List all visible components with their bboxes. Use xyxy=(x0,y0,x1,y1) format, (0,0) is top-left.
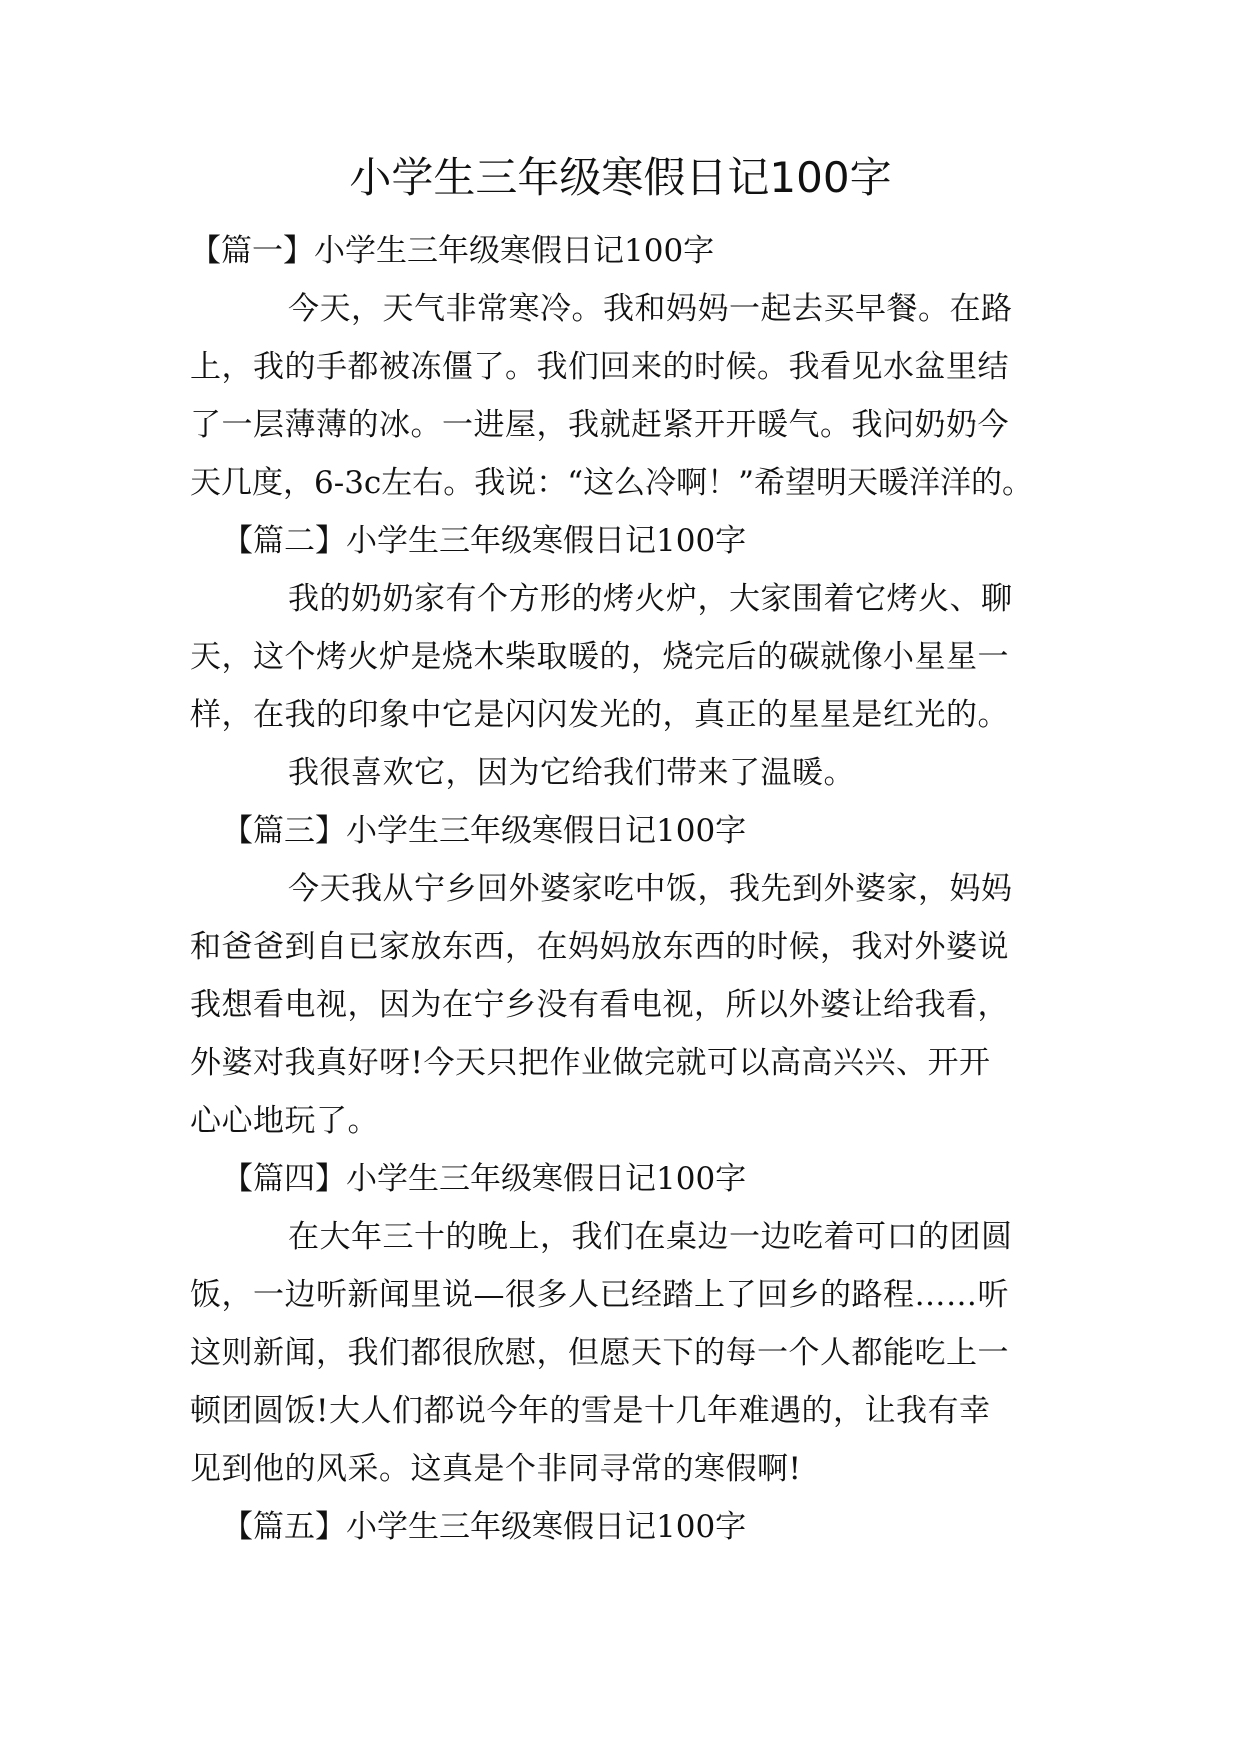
paragraph-line: 了一层薄薄的冰。一进屋，我就赶紧开开暖气。我问奶奶今 xyxy=(190,407,1009,443)
section-heading-5: 【篇五】小学生三年级寒假日记100字 xyxy=(222,1509,747,1545)
paragraph-line: 样，在我的印象中它是闪闪发光的，真正的星星是红光的。 xyxy=(190,697,1009,733)
paragraph-line: 见到他的风采。这真是个非同寻常的寒假啊! xyxy=(190,1451,802,1487)
paragraph-line: 饭，一边听新闻里说—很多人已经踏上了回乡的路程……听 xyxy=(190,1277,1009,1313)
paragraph-line: 我的奶奶家有个方形的烤火炉，大家围着它烤火、聊 xyxy=(288,581,1013,617)
section-1-paragraph-1 xyxy=(190,280,1050,512)
paragraph-line: 这则新闻，我们都很欣慰，但愿天下的每一个人都能吃上一 xyxy=(190,1335,1009,1371)
paragraph-line: 上，我的手都被冻僵了。我们回来的时候。我看见水盆里结 xyxy=(190,349,1009,385)
document-title: 小学生三年级寒假日记100字 xyxy=(349,153,892,202)
section-heading-3: 【篇三】小学生三年级寒假日记100字 xyxy=(222,813,747,849)
section-2-paragraph-2 xyxy=(190,744,1050,802)
paragraph-line: 和爸爸到自已家放东西，在妈妈放东西的时候，我对外婆说 xyxy=(190,929,1009,965)
section-2-paragraph-1 xyxy=(190,570,1050,744)
paragraph-line: 顿团圆饭!大人们都说今年的雪是十几年难遇的，让我有幸 xyxy=(190,1393,991,1429)
section-heading-4: 【篇四】小学生三年级寒假日记100字 xyxy=(222,1161,747,1197)
paragraph-line: 天几度，6-3c左右。我说：“这么冷啊！”希望明天暖洋洋的。 xyxy=(190,465,1033,501)
section-4-paragraph-1 xyxy=(190,1208,1050,1498)
paragraph-line: 外婆对我真好呀!今天只把作业做完就可以高高兴兴、开开 xyxy=(190,1045,991,1081)
section-heading-2: 【篇二】小学生三年级寒假日记100字 xyxy=(222,523,747,559)
paragraph-line: 天，这个烤火炉是烧木柴取暖的，烧完后的碳就像小星星一 xyxy=(190,639,1009,675)
section-heading-1: 【篇一】小学生三年级寒假日记100字 xyxy=(190,233,715,269)
section-3-paragraph-1 xyxy=(190,860,1050,1150)
paragraph-line: 在大年三十的晚上，我们在桌边一边吃着可口的团圆 xyxy=(288,1219,1013,1255)
paragraph-line: 今天，天气非常寒冷。我和妈妈一起去买早餐。在路 xyxy=(288,291,1013,327)
paragraph-line: 我很喜欢它，因为它给我们带来了温暖。 xyxy=(288,755,855,791)
paragraph-line: 今天我从宁乡回外婆家吃中饭，我先到外婆家，妈妈 xyxy=(288,871,1013,907)
paragraph-line: 我想看电视，因为在宁乡没有看电视，所以外婆让给我看， xyxy=(190,987,1009,1023)
paragraph-line: 心心地玩了。 xyxy=(190,1103,379,1139)
document-body xyxy=(190,222,1050,1556)
